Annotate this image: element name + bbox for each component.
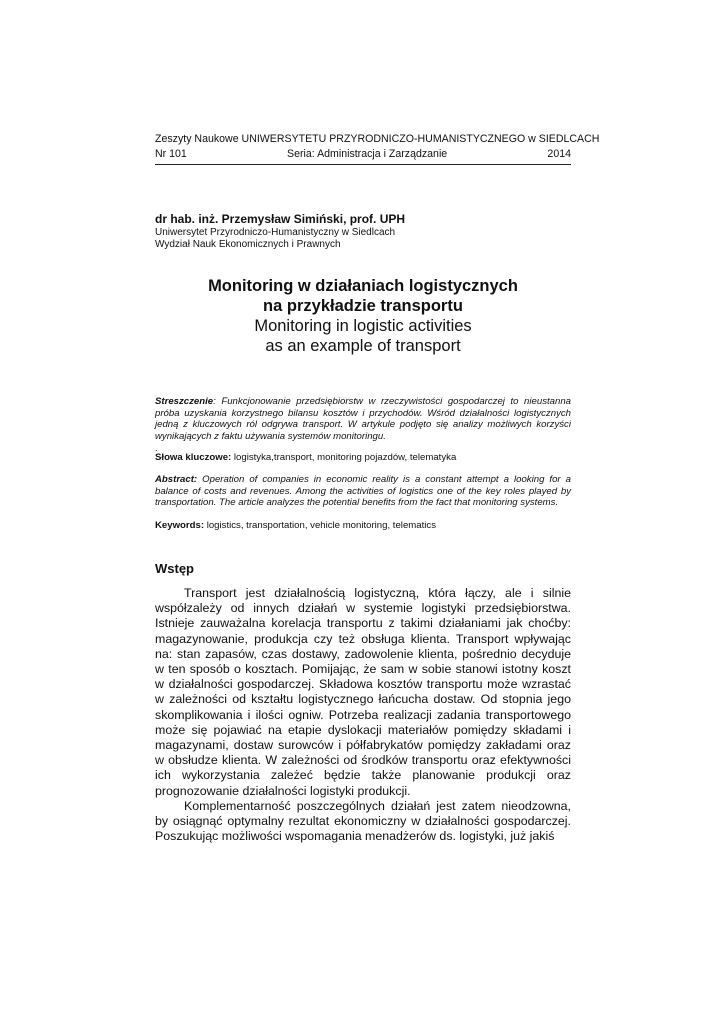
body-paragraph-2: Komplementarność poszczególnych działań jest zatem nieodzowna, by osiągnąć optymalny rezultat ekonomiczny w działalności gospodarczej. Poszukując możliwości wspomagania menadżerów ds. logistyki, już jakiś	[155, 798, 571, 844]
article-title	[155, 276, 571, 356]
author-name: dr hab. inż. Przemysław Simiński, prof. UPH	[155, 212, 406, 226]
issue-number: Nr 101	[155, 148, 187, 160]
journal-series: Seria: Administracja i Zarządzanie	[287, 148, 448, 160]
abstract-en	[155, 474, 571, 509]
summary-pl	[155, 396, 571, 442]
keywords-en-label: Keywords:	[155, 520, 205, 531]
author-affiliation-university: Uniwersytet Przyrodniczo-Humanistyczny w Siedlcach	[155, 227, 396, 238]
keywords-pl-text: logistyka,transport, monitoring pojazdów, telematyka	[231, 452, 457, 463]
keywords-pl	[155, 452, 571, 464]
keywords-en-text: logistics, transportation, vehicle monitoring, telematics	[204, 520, 436, 531]
journal-name: Zeszyty Naukowe UNIWERSYTETU PRZYRODNICZO-HUMANISTYCZNEGO w SIEDLCACH	[155, 133, 600, 145]
title-en-line1: Monitoring in logistic activities	[254, 317, 472, 335]
title-en-line2: as an example of transport	[265, 337, 461, 355]
header-divider	[155, 164, 571, 165]
keywords-pl-label: Słowa kluczowe:	[155, 452, 232, 463]
keywords-en	[155, 520, 571, 532]
author-affiliation-faculty: Wydział Nauk Ekonomicznych i Prawnych	[155, 239, 341, 250]
abstract-label: Abstract:	[155, 474, 198, 485]
body-paragraph-1: Transport jest działalnością logistyczną, która łączy, ale i silnie współzależy od innych działań w systemie logistyki przedsiębiorstwa. Istnieje zauważalna korelacja transportu z takimi działaniami jak choćby: magazynowanie, produkcja czy też obsługa klienta. Transport wpływając na: stan zapasów, czas dostawy, zadowolenie klienta, pośrednio decyduje w ten sposób o kosztach. Pomijając, że sam w sobie stanowi istotny koszt w działalności gospodarczej. Składowa kosztów transportu może wzrastać w zależności od kształtu logistycznego łańcucha dostaw. Od stopnia jego skomplikowania i ilości ogniw. Potrzeba realizacji zadania transportowego może się pojawiać na etapie dyslokacji materiałów pomiędzy składami i magazynami, dostaw surowców i półfabrykatów pomiędzy zakładami oraz w obsłudze klienta. W zależności od środków transportu oraz efektywności ich wykorzystania zależeć będzie także planowanie produkcji oraz prognozowanie działalności logistyki produkcji.	[155, 586, 571, 798]
journal-year: 2014	[547, 148, 571, 160]
body-text	[155, 586, 571, 844]
summary-label: Streszczenie	[155, 396, 214, 407]
journal-info-line	[155, 148, 571, 160]
section-heading: Wstęp	[155, 561, 194, 576]
title-pl-line2: na przykładzie transportu	[263, 297, 463, 315]
abstract-text: Operation of companies in economic reality is a constant attempt a looking for a balance of costs and revenues. Among the activities of logistics one of the key roles played by transportation. The article analyzes the potential benefits from the fact that monitoring systems.	[155, 474, 571, 509]
separator-dot: .	[155, 443, 158, 454]
summary-text: : Funkcjonowanie przedsiębiorstw w rzeczywistości gospodarczej to nieustanna próba uzyskania korzystnego bilansu kosztów i przychodów. Wśród działalności logistycznych jedną z kluczowych ról odgrywa transport. W artykule podjęto się analizy możliwych korzyści wynikających z faktu używania systemów monitoringu.	[155, 396, 571, 442]
title-pl-line1: Monitoring w działaniach logistycznych	[208, 277, 518, 295]
